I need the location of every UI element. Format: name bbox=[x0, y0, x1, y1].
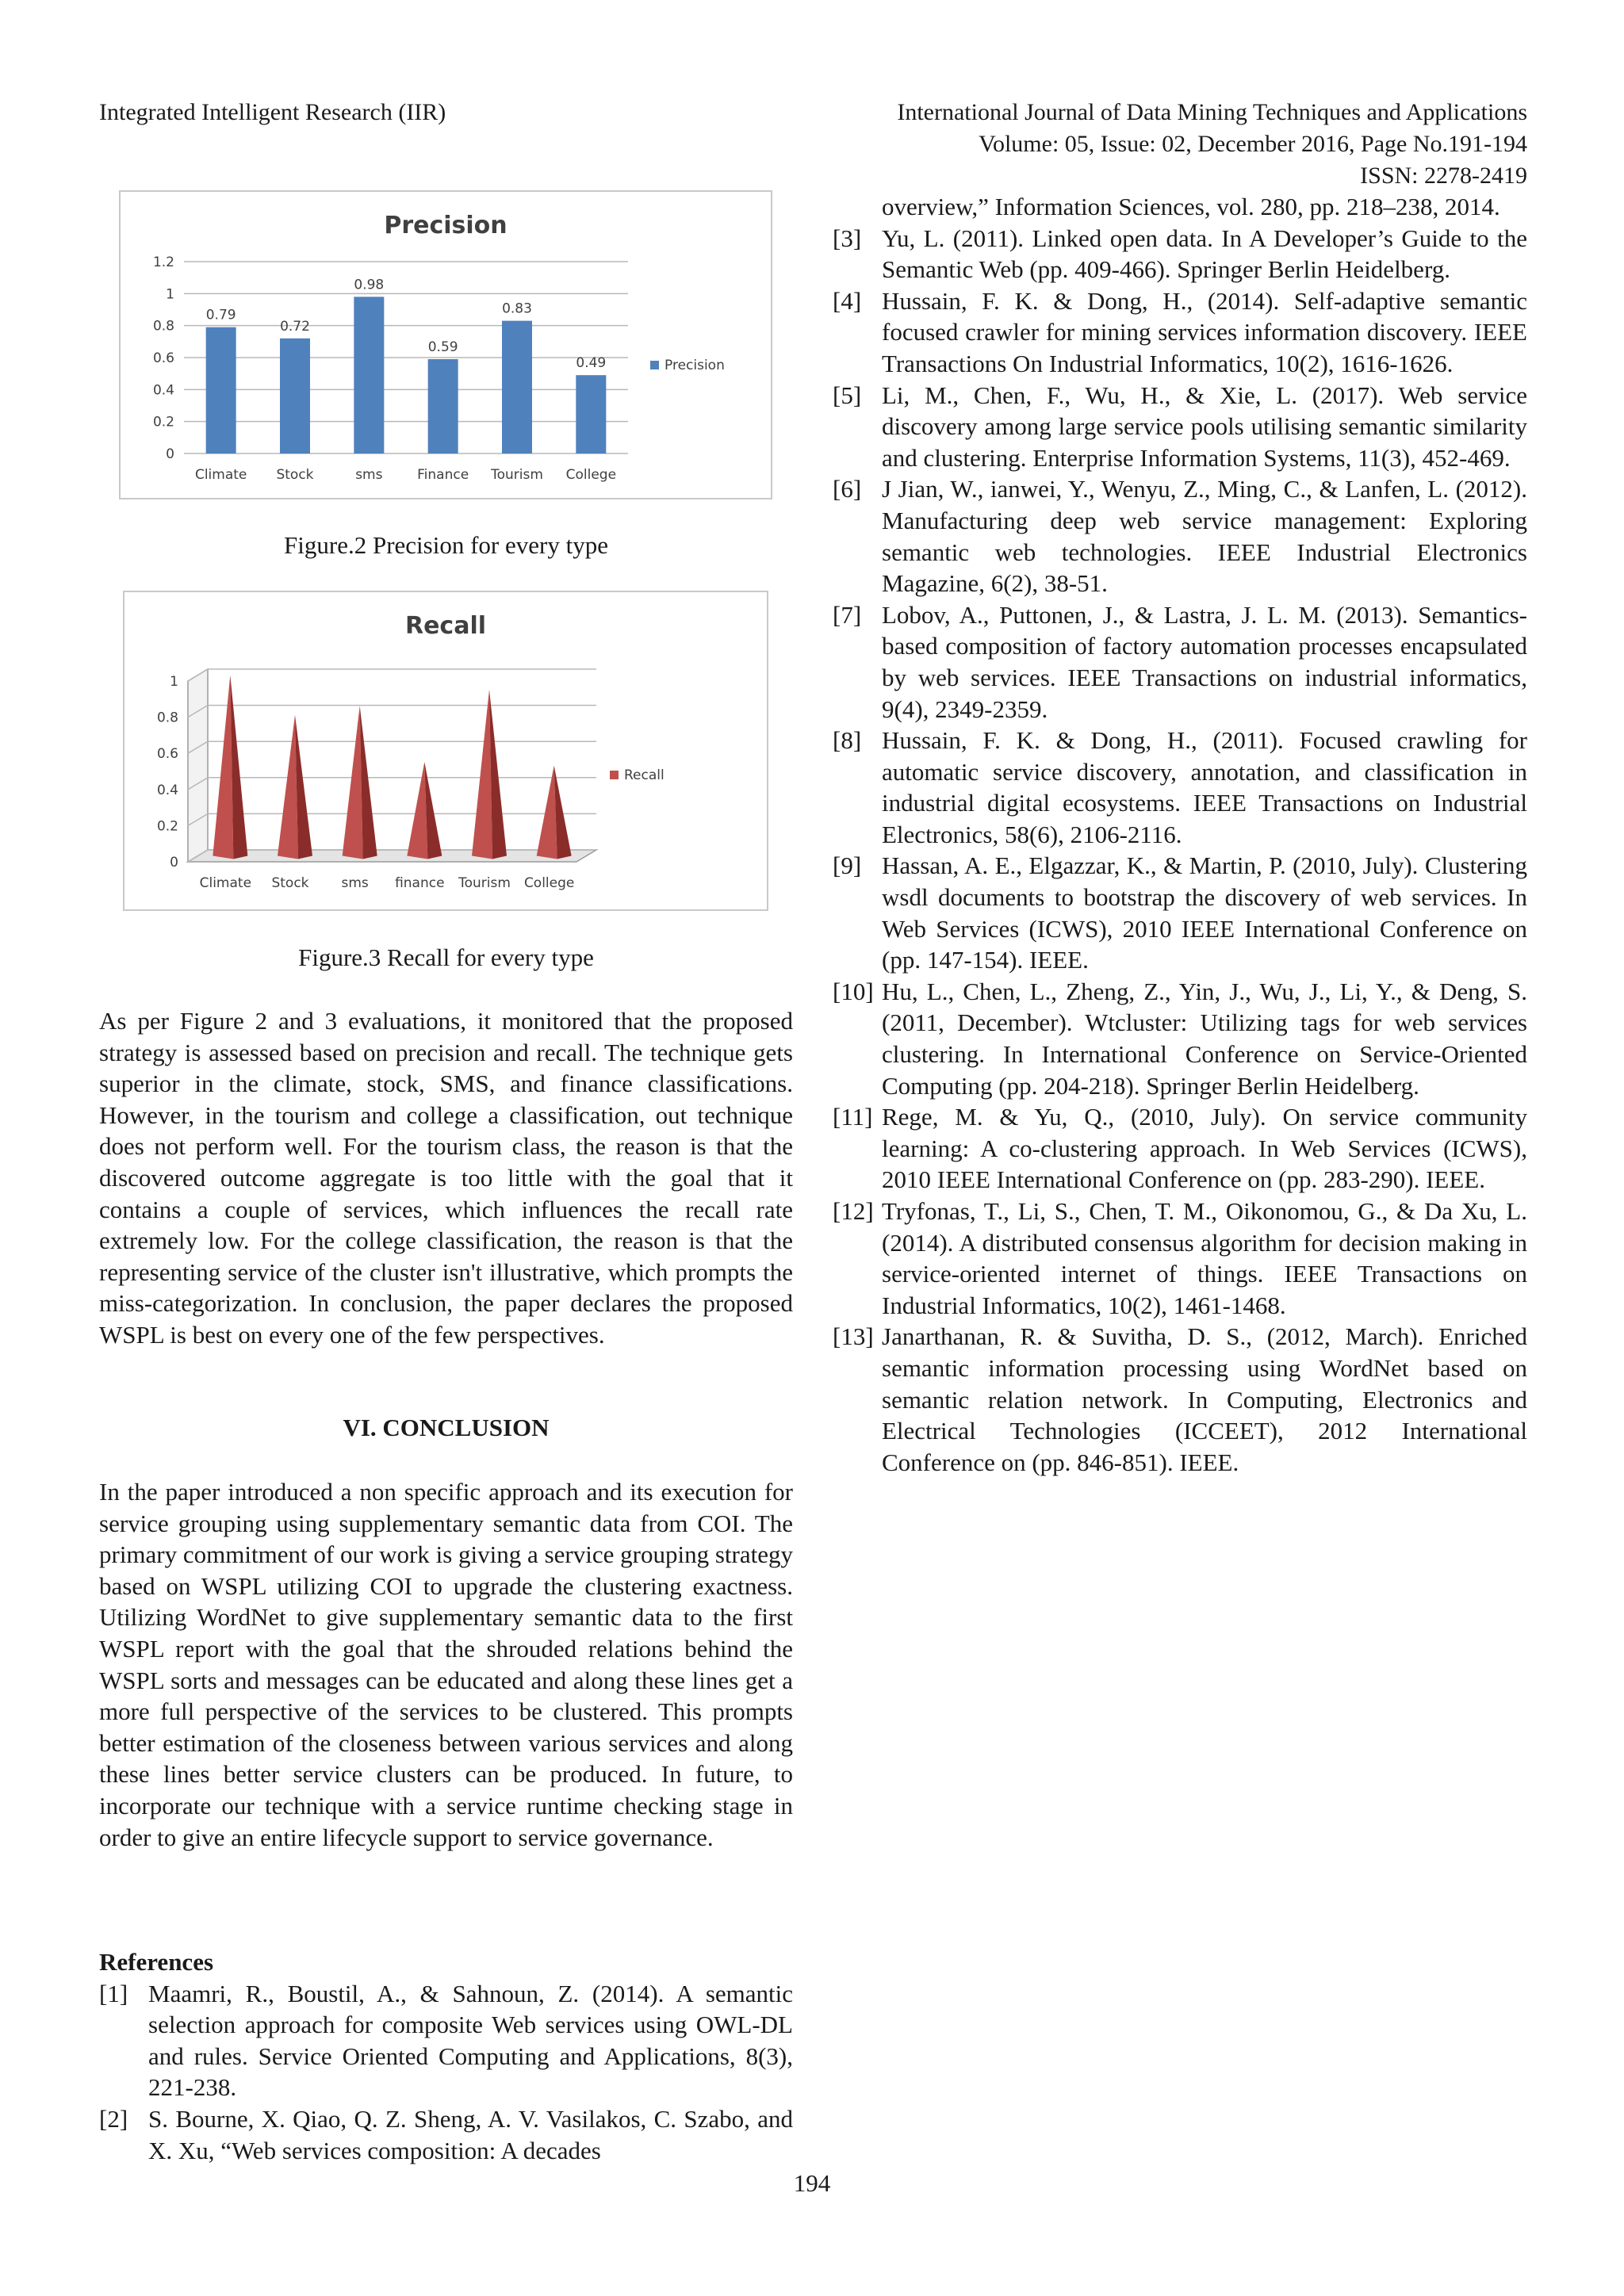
y-tick-label: 0.8 bbox=[152, 318, 174, 335]
conclusion-heading: VI. CONCLUSION bbox=[343, 1414, 550, 1441]
y-tick-label: 0.2 bbox=[152, 414, 174, 430]
reference-text: Li, M., Chen, F., Wu, H., & Xie, L. (2017). Web service discovery among large service pools utilising semantic similarity and clustering. Enterprise Information Systems, 11(3), 452-469. bbox=[882, 381, 1527, 472]
reference-item bbox=[833, 850, 1527, 975]
y-tick-label: 1.2 bbox=[152, 254, 174, 270]
precision-bar bbox=[428, 359, 458, 453]
reference-continuation bbox=[833, 191, 1527, 223]
y-tick-label: 1 bbox=[170, 674, 178, 690]
data-label: 0.79 bbox=[205, 307, 236, 323]
recall-chart bbox=[124, 592, 767, 909]
recall-cone bbox=[343, 706, 363, 859]
x-tick-label: sms bbox=[341, 875, 369, 891]
journal-issn: ISSN: 2278-2419 bbox=[1360, 163, 1527, 189]
journal-header-left: Integrated Intelligent Research (IIR) bbox=[99, 99, 446, 125]
reference-number: [3] bbox=[833, 224, 862, 252]
reference-number: [11] bbox=[833, 1103, 873, 1131]
y-tick-label: 0.2 bbox=[156, 818, 178, 835]
legend-swatch bbox=[610, 771, 619, 779]
reference-number: [4] bbox=[833, 286, 862, 315]
reference-number: [6] bbox=[833, 475, 862, 503]
y-tick-label: 1 bbox=[166, 286, 174, 303]
precision-chart bbox=[121, 192, 771, 498]
x-tick-label: Finance bbox=[417, 467, 469, 483]
chart-side-wall bbox=[188, 669, 208, 862]
y-tick-label: 0.4 bbox=[152, 382, 174, 399]
references-right bbox=[833, 191, 1527, 1478]
legend-label: Recall bbox=[624, 767, 665, 783]
conclusion-paragraph: In the paper introduced a non specific approach and its execution for service grouping using supplementary semantic data from COI. The primary commitment of our work is giving a service grouping strategy based on WSPL utilizing COI to upgrade the clustering exactness. Utilizing WordNet to give supplementary semantic data to the first WSPL report with the goal that the shrouded relations behind the WSPL sorts and messages can be educated and along these lines get a more full perspective of the services to be clustered. This prompts better estimation of the closeness between various services and along these lines better service clusters can be produced. In future, to incorporate our technique with a service runtime checking stage in order to give an entire lifecycle support to service governance. bbox=[99, 1478, 793, 1851]
reference-item bbox=[833, 223, 1527, 285]
data-label: 0.72 bbox=[280, 318, 310, 335]
data-label: 0.59 bbox=[427, 339, 458, 356]
y-tick-label: 0 bbox=[166, 446, 174, 462]
recall-cone bbox=[472, 690, 492, 859]
data-label: 0.98 bbox=[354, 277, 385, 293]
chart-title: Precision bbox=[384, 212, 508, 239]
reference-text: Hu, L., Chen, L., Zheng, Z., Yin, J., Wu, J., Li, Y., & Deng, S. (2011, December). Wtcluster: Utilizing tags for web services clustering. In International Conference on Service-Oriented Computing (pp. 204-218). Springer Berlin Heidelberg. bbox=[882, 977, 1527, 1100]
journal-volume: Volume: 05, Issue: 02, December 2016, Page No.191-194 bbox=[979, 131, 1527, 157]
reference-text: Hassan, A. E., Elgazzar, K., & Martin, P. (2010, July). Clustering wsdl documents to bootstrap the discovery of web services. In Web Services (ICWS), 2010 IEEE International Conference on (pp. 147-154). IEEE. bbox=[882, 851, 1527, 974]
precision-chart-frame bbox=[119, 190, 772, 499]
journal-header-right bbox=[655, 97, 1527, 192]
reference-text: Janarthanan, R. & Suvitha, D. S., (2012, March). Enriched semantic information processing using WordNet based on semantic relation network. In Computing, Electronics and Electrical Technologies (ICCEET), 2012 International Conference on (pp. 846-851). IEEE. bbox=[882, 1322, 1527, 1476]
y-tick-label: 0 bbox=[170, 855, 178, 871]
reference-item bbox=[833, 380, 1527, 474]
reference-item bbox=[833, 473, 1527, 599]
x-tick-label: Tourism bbox=[458, 875, 511, 891]
precision-bar bbox=[280, 339, 310, 453]
recall-cone bbox=[407, 762, 427, 859]
reference-text: S. Bourne, X. Qiao, Q. Z. Sheng, A. V. Vasilakos, C. Szabo, and X. Xu, “Web services composition: A decades bbox=[148, 2104, 793, 2164]
x-tick-label: Stock bbox=[271, 875, 309, 891]
y-tick-label: 0.4 bbox=[156, 782, 178, 798]
x-tick-label: Stock bbox=[276, 467, 314, 483]
figure-2-caption: Figure.2 Precision for every type bbox=[284, 531, 608, 559]
chart-floor bbox=[188, 850, 596, 862]
reference-text: Rege, M. & Yu, Q., (2010, July). On service community learning: A co-clustering approach. In Web Services (ICWS), 2010 IEEE International Conference on (pp. 283-290). IEEE. bbox=[882, 1103, 1527, 1194]
recall-cone bbox=[278, 715, 298, 859]
reference-text: J Jian, W., ianwei, Y., Wenyu, Z., Ming, C., & Lanfen, L. (2012). Manufacturing deep web service management: Exploring semantic web technologies. IEEE Industrial Electronics Magazine, 6(2), 38-51. bbox=[882, 475, 1527, 598]
reference-item bbox=[833, 1321, 1527, 1478]
reference-text: Hussain, F. K. & Dong, H., (2014). Self-adaptive semantic focused crawler for mining services information discovery. IEEE Transactions On Industrial Informatics, 10(2), 1616-1626. bbox=[882, 286, 1527, 377]
y-tick-label: 0.6 bbox=[152, 350, 174, 366]
page-number: 194 bbox=[793, 2169, 831, 2197]
x-tick-label: sms bbox=[355, 467, 383, 483]
figure-3-caption: Figure.3 Recall for every type bbox=[298, 943, 594, 971]
reference-item bbox=[833, 285, 1527, 380]
precision-bar bbox=[502, 321, 532, 453]
precision-bar bbox=[206, 327, 236, 453]
reference-number: [8] bbox=[833, 726, 862, 755]
reference-item bbox=[833, 1196, 1527, 1321]
legend-swatch bbox=[650, 361, 659, 369]
data-label: 0.83 bbox=[502, 300, 532, 317]
reference-text: Maamri, R., Boustil, A., & Sahnoun, Z. (2014). A semantic selection approach for composite Web services using OWL-DL and rules. Service Oriented Computing and Applications, 8(3), 221-238. bbox=[148, 1979, 793, 2102]
reference-item bbox=[833, 976, 1527, 1101]
x-tick-label: finance bbox=[395, 875, 445, 891]
reference-item bbox=[833, 725, 1527, 850]
x-tick-label: Climate bbox=[194, 467, 247, 483]
references-heading: References bbox=[99, 1948, 214, 1976]
reference-item bbox=[833, 1101, 1527, 1196]
x-tick-label: College bbox=[523, 875, 575, 891]
reference-number: [9] bbox=[833, 851, 862, 880]
x-tick-label: Climate bbox=[199, 875, 252, 891]
reference-number: [10] bbox=[833, 977, 874, 1005]
precision-bar bbox=[354, 297, 384, 453]
reference-item bbox=[833, 599, 1527, 725]
data-label: 0.49 bbox=[576, 355, 607, 372]
reference-text: Tryfonas, T., Li, S., Chen, T. M., Oikonomou, G., & Da Xu, L. (2014). A distributed consensus algorithm for decision making in service-oriented internet of things. IEEE Transactions on Industrial Informatics, 10(2), 1461-1468. bbox=[882, 1197, 1527, 1319]
discussion-paragraph: As per Figure 2 and 3 evaluations, it monitored that the proposed strategy is assessed based on precision and recall. The technique gets superior in the climate, stock, SMS, and finance classifications. However, in the tourism and college a classification, out technique does not perform well. For the tourism class, the reason is that the discovered outcome aggregate is too little with the goal that it contains a couple of services, which influences the recall rate extremely low. For the college classification, the reason is that the representing service of the cluster isn't illustrative, which prompts the miss-categorization. In conclusion, the paper declares the proposed WSPL is best on every one of the few perspectives. bbox=[99, 1007, 793, 1349]
reference-number: [13] bbox=[833, 1322, 874, 1351]
reference-number: [5] bbox=[833, 381, 862, 409]
reference-number: [1] bbox=[99, 1979, 128, 2007]
reference-item bbox=[99, 1978, 793, 2103]
x-tick-label: College bbox=[565, 467, 617, 483]
precision-bar bbox=[576, 375, 606, 453]
recall-chart-frame bbox=[123, 591, 768, 911]
reference-text: overview,” Information Sciences, vol. 280, pp. 218–238, 2014. bbox=[882, 193, 1500, 220]
journal-title: International Journal of Data Mining Techniques and Applications bbox=[897, 99, 1527, 125]
reference-text: Lobov, A., Puttonen, J., & Lastra, J. L. M. (2013). Semantics-based composition of factory automation processes encapsulated by web services. IEEE Transactions on industrial informatics, 9(4), 2349-2359. bbox=[882, 600, 1527, 723]
y-tick-label: 0.8 bbox=[156, 710, 178, 726]
legend-label: Precision bbox=[665, 358, 725, 373]
y-tick-label: 0.6 bbox=[156, 746, 178, 763]
reference-number: [2] bbox=[99, 2104, 128, 2133]
x-tick-label: Tourism bbox=[491, 467, 543, 483]
reference-number: [7] bbox=[833, 600, 862, 629]
reference-item bbox=[99, 2103, 793, 2166]
references-left bbox=[99, 1946, 793, 2166]
chart-title: Recall bbox=[404, 612, 487, 640]
recall-cone bbox=[213, 675, 233, 859]
reference-text: Yu, L. (2011). Linked open data. In A Developer’s Guide to the Semantic Web (pp. 409-466). Springer Berlin Heidelberg. bbox=[882, 224, 1527, 284]
reference-number: [12] bbox=[833, 1197, 874, 1225]
recall-cone bbox=[537, 766, 557, 859]
reference-text: Hussain, F. K. & Dong, H., (2011). Focused crawling for automatic service discovery, annotation, and classification in industrial digital ecosystems. IEEE Transactions on Industrial Electronics, 58(6), 2106-2116. bbox=[882, 726, 1527, 848]
